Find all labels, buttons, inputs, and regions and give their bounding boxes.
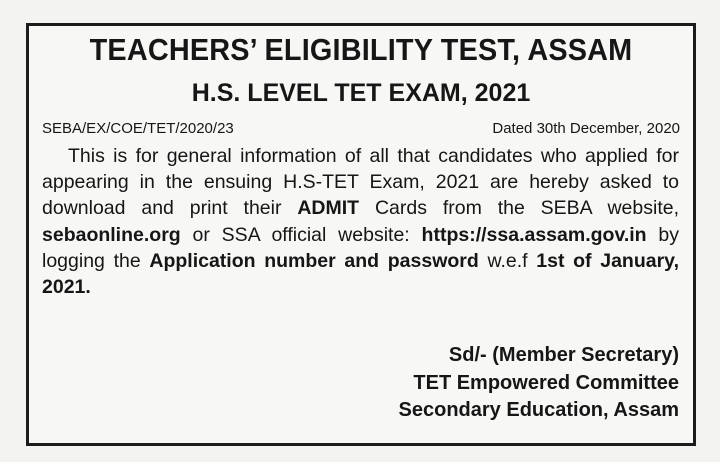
body-text-4: by logging the <box>42 223 680 272</box>
notice-box <box>26 23 696 446</box>
notice-date: Dated 30th December, 2020 <box>492 120 680 137</box>
reference-number: SEBA/EX/COE/TET/2020/23 <box>42 120 234 137</box>
notice-subtitle: H.S. LEVEL TET EXAM, 2021 <box>191 79 531 107</box>
body-text-3: or SSA official website: <box>180 223 422 246</box>
body-text-1: This is for general information of all that candidates who applied for appearing in the ensuing H.S-TET Exam, 2021 are hereby asked to download and print their <box>42 145 679 220</box>
login-credentials: Application number and password <box>149 249 479 272</box>
body-text-5: w.e.f <box>478 249 537 272</box>
ssa-website: https://ssa.assam.gov.in <box>421 223 647 246</box>
signature-line-1: Sd/- (Member Secretary) <box>448 344 679 366</box>
signature-line-2: TET Empowered Committee <box>413 371 679 394</box>
notice-body <box>42 143 679 300</box>
effective-date: 1st of January, 2021. <box>42 249 679 299</box>
body-text-2: Cards from the SEBA website, <box>359 197 680 220</box>
notice-title: TEACHERS’ ELIGIBILITY TEST, ASSAM <box>89 32 633 67</box>
reference-line <box>42 120 680 137</box>
seba-website: sebaonline.org <box>42 223 181 246</box>
signature-block <box>399 342 679 425</box>
signature-line-3: Secondary Education, Assam <box>398 399 679 421</box>
admit-keyword: ADMIT <box>297 197 360 220</box>
